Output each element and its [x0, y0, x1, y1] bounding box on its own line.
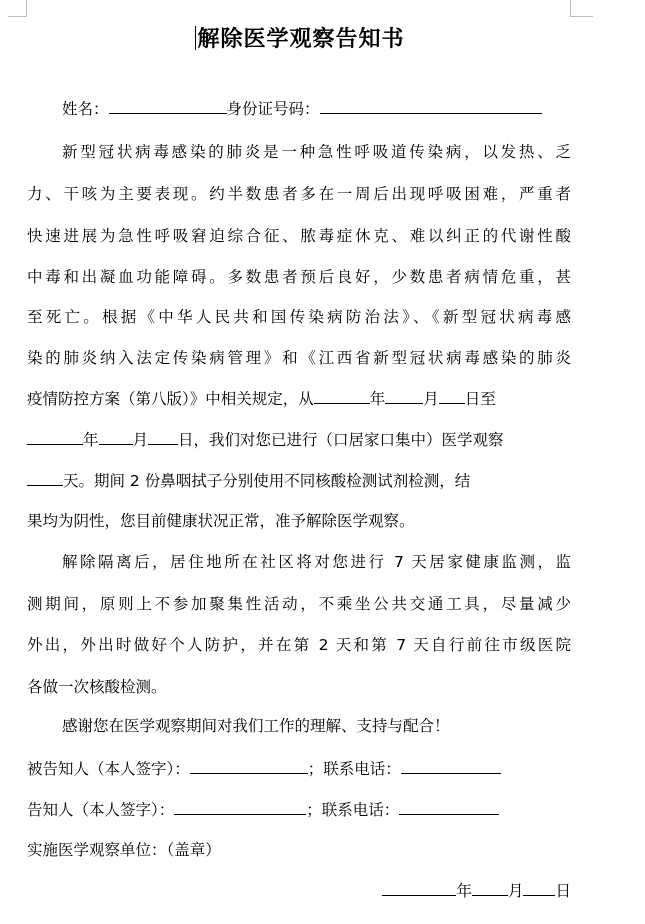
- end-month-blank[interactable]: [99, 427, 133, 445]
- start-day-blank[interactable]: [439, 386, 465, 404]
- paragraph-line: 染的肺炎纳入法定传染病管理》和《江西省新型冠状病毒感染的肺炎: [27, 349, 571, 367]
- paragraph-line: 测期间，原则上不参加聚集性活动，不乘坐公共交通工具，尽量减少: [27, 595, 571, 613]
- paragraph-line: 至死亡。根据《中华人民共和国传染病防治法》、《新型冠状病毒感: [27, 308, 571, 326]
- date-range-line-2: 年 月 日，我们对您已进行（口居家口集中）医学观察: [27, 427, 571, 451]
- paragraph-line: 中毒和出凝血功能障碍。多数患者预后良好，少数患者病情危重，甚: [27, 268, 571, 286]
- notified-signature-blank[interactable]: [190, 756, 308, 774]
- thanks-line: 感谢您在医学观察期间对我们工作的理解、支持与配合！: [62, 717, 450, 735]
- name-blank[interactable]: [109, 96, 227, 114]
- informer-signature-blank[interactable]: [174, 797, 306, 815]
- paragraph-line: 力、干咳为主要表现。约半数患者多在一周后出现呼吸困难，严重者: [27, 185, 571, 203]
- observation-days-line: 天。期间 2 份鼻咽拭子分别使用不同核酸检测试剂检测，结: [27, 468, 571, 492]
- start-year-blank[interactable]: [314, 386, 370, 404]
- paragraph-line: 快速进展为急性呼吸窘迫综合征、脓毒症休克、难以纠正的代谢性酸: [27, 227, 571, 245]
- end-day-blank[interactable]: [148, 427, 178, 445]
- final-date-line: 年 月 日: [27, 878, 571, 902]
- paragraph-line: 新型冠状病毒感染的肺炎是一种急性呼吸道传染病，以发热、乏: [62, 143, 571, 161]
- name-id-line: [62, 96, 571, 120]
- paragraph-line: 果均为阴性，您目前健康状况正常，准予解除医学观察。: [27, 512, 415, 530]
- id-label: 身份证号码：: [226, 100, 320, 118]
- name-label: 姓名：: [62, 100, 109, 118]
- date-range-line: 疫情防控方案（第八版）》中相关规定，从 年 月 日至: [27, 386, 571, 410]
- start-month-blank[interactable]: [385, 386, 423, 404]
- page-corner-mark-left: [8, 0, 27, 17]
- end-year-blank[interactable]: [27, 427, 83, 445]
- final-year-blank[interactable]: [382, 878, 456, 896]
- document-title[interactable]: 解除医学观察告知书: [197, 27, 405, 52]
- paragraph-line: 外出，外出时做好个人防护，并在第 2 天和第 7 天自行前往市级医院: [27, 636, 571, 654]
- signature-line-notified: 被告知人（本人签字）： ；联系电话：: [27, 756, 571, 780]
- final-month-blank[interactable]: [472, 878, 508, 896]
- paragraph-line: 各做一次核酸检测。: [27, 678, 167, 696]
- page-corner-mark-right: [570, 0, 593, 17]
- days-blank[interactable]: [27, 468, 63, 486]
- paragraph-line: 解除隔离后，居住地所在社区将对您进行 7 天居家健康监测，监: [62, 553, 571, 571]
- signature-line-informer: 告知人（本人签字）： ；联系电话：: [27, 797, 571, 821]
- final-day-blank[interactable]: [523, 878, 555, 896]
- unit-stamp-line: 实施医学观察单位：（盖章）: [27, 841, 221, 859]
- informer-phone-blank[interactable]: [399, 797, 499, 815]
- id-blank[interactable]: [320, 96, 542, 114]
- notified-phone-blank[interactable]: [401, 756, 501, 774]
